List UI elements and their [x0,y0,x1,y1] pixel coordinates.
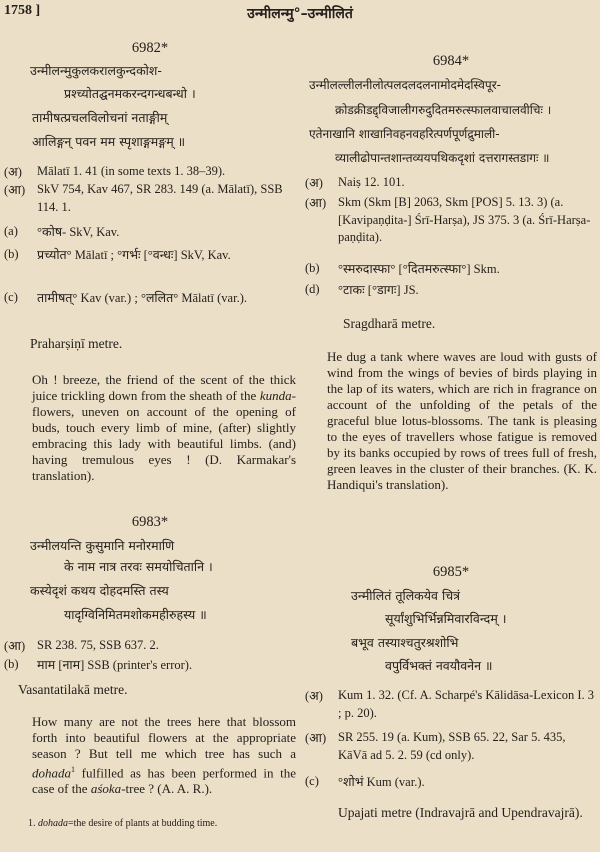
translation: How many are not the trees here that blossom forth into beautiful flowers at the appropriate season ? But tell me which tree has such a dohada$^1$ fulfilled as has been performed in the case of the aśoka-tree ? (A. A. R.). [32,714,296,797]
verse-line: कस्येदृशं कथय दोहदमस्ति तस्य [30,583,169,598]
source-mark: (c) [305,774,319,788]
verse-line: तामीषत्प्रचलविलोचनां नताङ्गीम् [32,110,168,125]
source-text: SR 238. 75, SSB 637. 2. [37,638,159,652]
source-mark: (आ) [305,196,327,210]
verse-line: क्रोडक्रीडद्द्विजालीगरुदुदितमरुत्स्फालवाचालवीचिः । [335,103,552,117]
source-text: SkV 754, Kav 467, SR 283. 149 (a. Mālatī), SSB 114. 1. [37,182,283,214]
verse-number: 6984* [432,53,470,69]
verse-number: 6982* [131,40,169,56]
page-number: 1758 ] [4,3,41,18]
verse-line: उन्मीलयन्ति कुसुमानि मनोरमाणि [30,538,175,553]
verse-line: व्यालीढोपान्तशान्तव्ययपथिकदृशां दत्तरागस्तडागः ॥ [335,151,550,165]
source-text: Skm (Skm [B] 2063, Skm [POS] 5. 13. 3) (a. [Kavipaṇḍita-] Śrī-Harṣa), JS 375. 3 (a. Śrī-Harṣa-paṇḍita). [338,195,591,244]
source-text: °कोष- SkV, Kav. [37,225,120,239]
source-mark: (आ) [4,183,26,197]
source-text: प्रच्योत° Mālatī ; °गर्भः [°वन्धः] SkV, Kav. [37,248,231,262]
verse-line: उन्मीलन्मुकुलकरालकुन्दकोश- [30,63,162,78]
source-text: SR 255. 19 (a. Kum), SSB 65. 22, Sar 5. 435, KāVā ad 5. 2. 59 (cd only). [338,730,566,762]
source-mark: (a) [4,224,18,238]
verse-line: उन्मीलितं तूलिकयेव चित्रं [351,588,461,603]
metre-label: Vasantatilakā metre. [18,682,128,697]
source-mark: (अ) [4,165,22,179]
source-text: माम [नाम] SSB (printer's error). [37,658,193,672]
verse-line: आलिङ्गन् पवन मम स्पृशाङ्गमङ्गम् ॥ [32,134,186,149]
verse-number: 6983* [131,514,169,530]
metre-label: Sragdharā metre. [343,316,436,331]
source-text: Naiṣ 12. 101. [338,175,405,189]
term: aśoka [90,781,122,797]
source-mark: (c) [4,290,18,304]
source-text: °शोभं Kum (var.). [338,775,425,789]
source-mark: (b) [4,657,19,671]
verse-line: एतेनाखानि शाखानिवहनवहरित्पर्णपूर्णद्रुमाली- [309,127,500,141]
source-text: तामीषत्° Kav (var.) ; °ललित° Mālatī (var.). [37,291,247,305]
verse-line: यादृग्विनिमितमशोकमहीरुहस्य ॥ [64,607,207,622]
source-mark: (d) [305,282,320,296]
verse-line: के नाम नात्र तरवः समयोचितानि । [64,559,213,574]
verse-line: वपुर्विभक्तं नवयौवनेन ॥ [385,658,493,673]
verse-line: सूर्यांशुभिर्भिन्नमिवारविन्दम् । [385,611,507,626]
footnote-ref: 1 [71,765,75,774]
source-text: °टाकः [°डागः] JS. [338,283,419,297]
source-mark: (b) [305,261,320,275]
verse-line: बभूव तस्याश्चतुरश्रशोभि [351,635,459,650]
source-mark: (अ) [305,689,323,703]
term: kunda [259,388,292,403]
term: dohada [32,765,71,781]
source-text: Kum 1. 32. (Cf. A. Scharpé's Kālidāsa-Lexicon I. 3 ; p. 20). [338,688,595,720]
source-text: Mālatī 1. 41 (in some texts 1. 38–39). [37,164,226,178]
source-mark: (आ) [4,639,26,653]
footnote: 1. dohada=the desire of plants at budding time. [28,818,218,829]
source-mark: (आ) [305,731,327,745]
verse-line: प्रश्च्योतद्घनमकरन्दगन्धबन्धो । [64,86,196,101]
verse-number: 6985* [432,564,470,580]
source-mark: (b) [4,247,19,261]
metre-label: Upajati metre (Indravajrā and Upendravajrā). [338,805,583,820]
metre-label: Praharṣiṇī metre. [30,336,123,351]
source-text: °स्मरुदास्फा° [°दितमरुत्स्फा°] Skm. [338,262,500,276]
translation: He dug a tank where waves are loud with gusts of wind from the wings of bevies of birds playing in the lap of its waters, which are rich in fragrance on account of the unfolding of the petals of the graceful blue lotus-blossoms. The tank is pleasing to the eyes of travellers whose fatigue is removed by its banks occupied by rows of trees full of fresh, green leaves in the cluster of their branches. (K. K. Handiqui's translation). [327,349,597,492]
verse-line: उन्मीलल्लीलनीलोत्पलदलदलनामोदमेदस्विपूर- [309,78,501,92]
running-title: उन्मीलन्मु°–उन्मीलितं [247,6,353,22]
source-mark: (अ) [305,176,323,190]
translation: Oh ! breeze, the friend of the scent of the thick juice trickling down from the sheath of the kunda-flowers, uneven on account of the opening of buds, touch every limb of mine, (after) slightly embracing this lady with beautiful limbs. (and) having tremulous eyes ! (D. Karmakar's translation). [32,372,296,483]
